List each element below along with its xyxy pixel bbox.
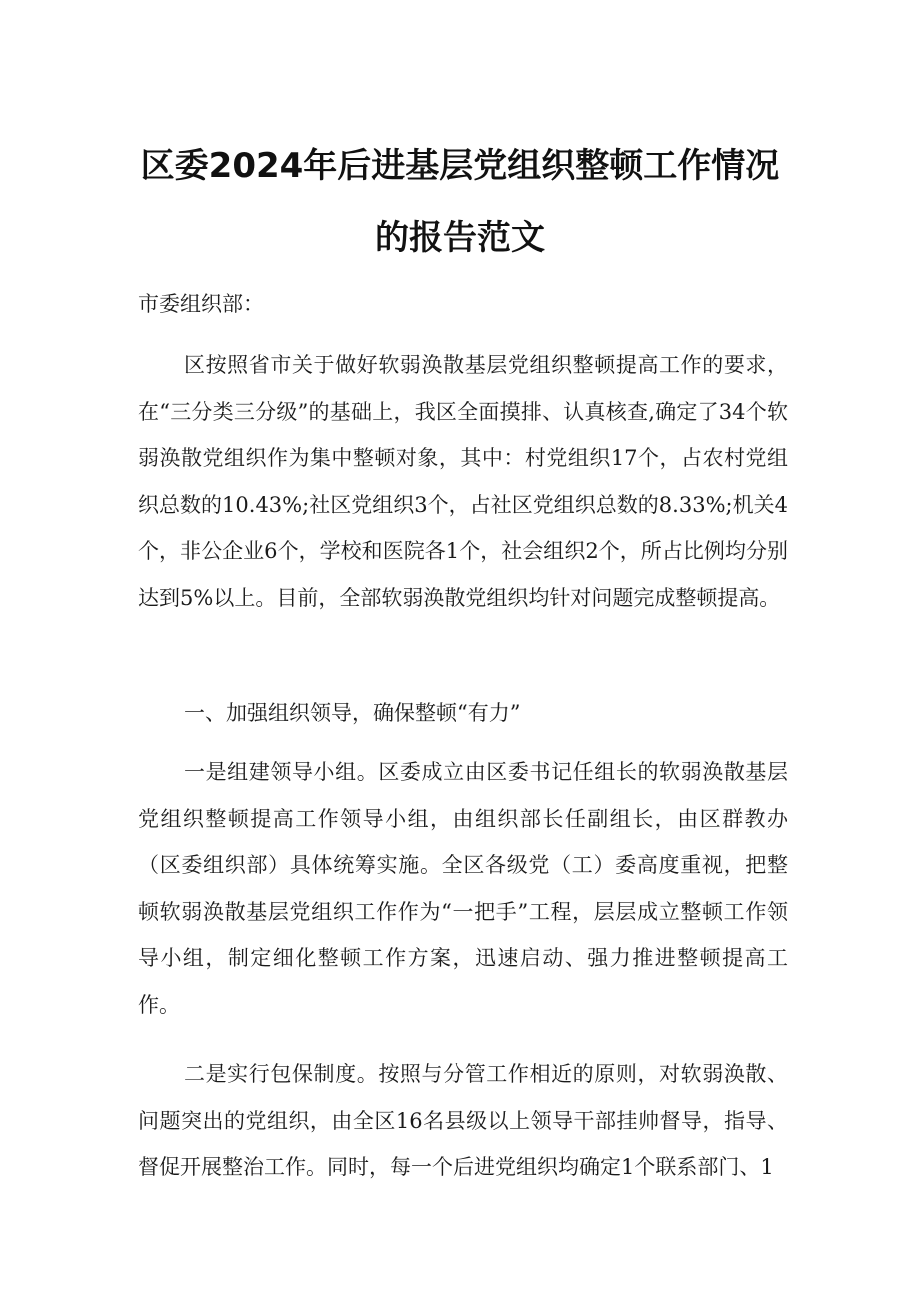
section-heading-1: 一、加强组织领导，确保整顿“有力” bbox=[184, 701, 521, 725]
paragraph-leadership-group: 一是组建领导小组。区委成立由区委书记任组长的软弱涣散基层党组织整顿提高工作领导小组，由组织部长任副组长，由区群教办（区委组织部）具体统筹实施。全区各级党（工）委高度重视，把整顿软弱涣散基层党组织工作作为“一把手”工程，层层成立整顿工作领导小组，制定细化整顿工作方案，迅速启动、强力推进整顿提高工作。 bbox=[138, 760, 788, 1017]
document-title-line2: 的报告范文 bbox=[375, 218, 545, 258]
paragraph-intro: 区按照省市关于做好软弱涣散基层党组织整顿提高工作的要求，在“三分类三分级”的基础上，我区全面摸排、认真核查,确定了34个软弱涣散党组织作为集中整顿对象，其中：村党组织17个，占农村党组织总数的10.43%;社区党组织3个，占社区党组织总数的8.33%;机关4个，非公企业6个，学校和医院各1个，社会组织2个，所占比例均分别达到5%以上。目前，全部软弱涣散党组织均针对问题完成整顿提高。 bbox=[138, 353, 788, 610]
document-title-line1: 区委2024年后进基层党组织整顿工作情况 bbox=[140, 146, 780, 186]
salutation: 市委组织部： bbox=[138, 292, 264, 316]
paragraph-responsibility-system: 二是实行包保制度。按照与分管工作相近的原则，对软弱涣散、问题突出的党组织，由全区16名县级以上领导干部挂帅督导，指导、督促开展整治工作。同时，每一个后进党组织均确定1个联系部门、1 bbox=[138, 1062, 788, 1179]
